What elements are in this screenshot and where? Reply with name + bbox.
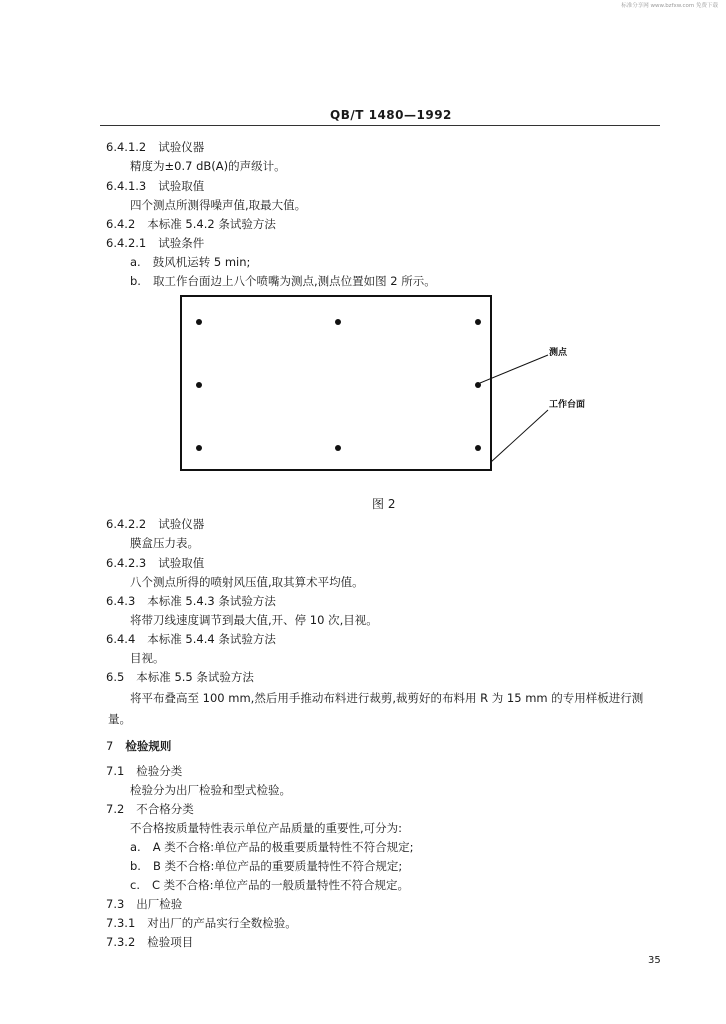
clause-number: 6.5 — [106, 670, 125, 684]
clause-number: 7 — [106, 739, 114, 753]
clause-text: 不合格按质量特性表示单位产品质量的重要性,可分为: — [130, 821, 403, 835]
measurement-point — [196, 445, 202, 451]
measurement-point — [335, 445, 341, 451]
clause-number: 6.4.1.3 — [106, 179, 147, 193]
clause-number: 7.3.2 — [106, 935, 136, 949]
clause-text: 试验取值 — [158, 556, 205, 570]
clause-number: 7.2 — [106, 802, 125, 816]
clause-text: 鼓风机运转 5 min; — [152, 255, 251, 269]
clause-text: 本标准 5.4.3 条试验方法 — [147, 594, 276, 608]
clause-text: B 类不合格:单位产品的重要质量特性不符合规定; — [152, 859, 403, 873]
clause-number: a. — [130, 840, 141, 854]
figure-caption: 图 2 — [372, 497, 396, 511]
clause-text: 不合格分类 — [136, 802, 194, 816]
label-measurement-point: 测点 — [549, 348, 568, 358]
clause-number: 6.4.1.2 — [106, 140, 147, 154]
clause-number: 6.4.4 — [106, 632, 136, 646]
measurement-point — [196, 382, 202, 388]
clause-text: 膜盒压力表。 — [130, 536, 199, 550]
clause-text: 试验仪器 — [158, 140, 205, 154]
clause-text: 取工作台面边上八个喷嘴为测点,测点位置如图 2 所示。 — [152, 274, 436, 288]
clause-text: 八个测点所得的喷射风压值,取其算术平均值。 — [130, 575, 364, 589]
clause-text: C 类不合格:单位产品的一般质量特性不符合规定。 — [151, 878, 410, 892]
measurement-point — [335, 319, 341, 325]
clause-number: 6.4.3 — [106, 594, 136, 608]
measurement-point — [475, 445, 481, 451]
clause-text: 本标准 5.5 条试验方法 — [136, 670, 254, 684]
clause-text: 试验条件 — [158, 236, 205, 250]
clause-text: 将平布叠高至 100 mm,然后用手推动布料进行裁剪,裁剪好的布料用 R 为 15 mm 的专用样板进行测量。 — [108, 691, 644, 726]
clause-number: 6.4.2.3 — [106, 556, 147, 570]
clause-text: 本标准 5.4.4 条试验方法 — [147, 632, 276, 646]
clause-text: 试验仪器 — [158, 517, 205, 531]
clause-text: 检验分类 — [136, 764, 183, 778]
clause-number: 6.4.2 — [106, 217, 136, 231]
watermark: 标准分享网 www.bzfxw.com 免费下载 — [621, 3, 718, 9]
clause-text: 检验规则 — [125, 739, 172, 753]
clause-text: 本标准 5.4.2 条试验方法 — [147, 217, 276, 231]
label-work-table: 工作台面 — [549, 400, 586, 410]
clause-number: 6.4.2.2 — [106, 517, 147, 531]
clause-number: a. — [130, 255, 141, 269]
clause-number: b. — [130, 274, 141, 288]
clause-number: 6.4.2.1 — [106, 236, 147, 250]
clause-number: 7.3.1 — [106, 916, 136, 930]
leader-line-table — [491, 410, 548, 462]
clause-text: 精度为±0.7 dB(A)的声级计。 — [130, 159, 286, 173]
clause-text: 将带刀线速度调节到最大值,开、停 10 次,目视。 — [130, 613, 378, 627]
standard-code: QB/T 1480—1992 — [330, 108, 452, 122]
measurement-points — [196, 319, 481, 451]
measurement-point — [475, 319, 481, 325]
clause-number: 7.1 — [106, 764, 125, 778]
clause-text: 目视。 — [130, 651, 165, 665]
clause-text: 对出厂的产品实行全数检验。 — [147, 916, 297, 930]
clause-text: A 类不合格:单位产品的极重要质量特性不符合规定; — [152, 840, 414, 854]
clause-text: 试验取值 — [158, 179, 205, 193]
measurement-point — [196, 319, 202, 325]
clause-text: 检验分为出厂检验和型式检验。 — [130, 783, 291, 797]
clause-text: 四个测点所测得噪声值,取最大值。 — [130, 198, 307, 212]
clause-number: 7.3 — [106, 897, 125, 911]
clause-text: 检验项目 — [147, 935, 194, 949]
clause-number: b. — [130, 859, 141, 873]
clause-number: c. — [130, 878, 140, 892]
page-number: 35 — [648, 955, 661, 966]
clause-text: 出厂检验 — [136, 897, 183, 911]
